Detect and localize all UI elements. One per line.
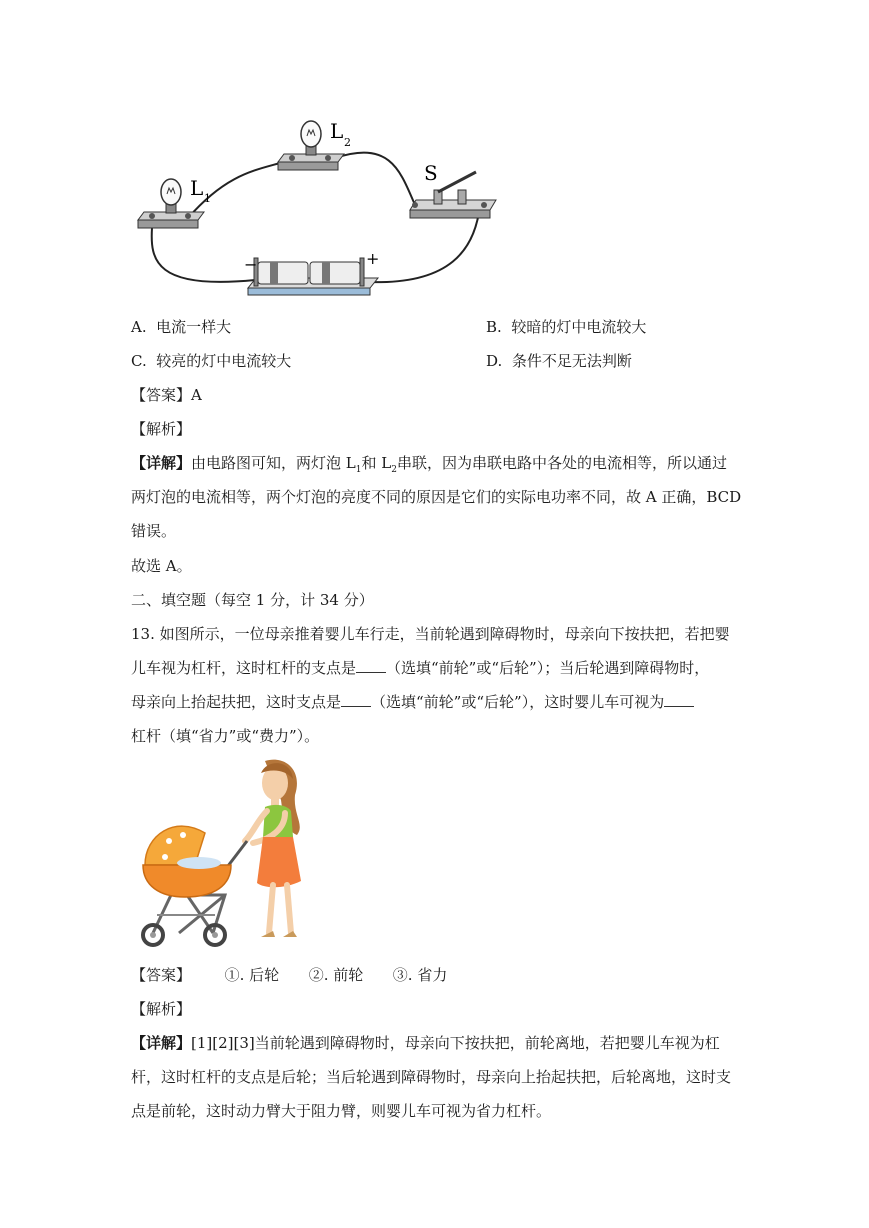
label-l1: L [190,176,204,200]
q13-detail-line-3: 点是前轮，这时动力臂大于阻力臂，则婴儿车可视为省力杠杆。 [131,1102,552,1120]
q13-line-3: 母亲向上抬起扶把，这时支点是 （选填“前轮”或“后轮”），这时婴儿车可视为 [131,692,694,712]
blank-2 [341,692,371,707]
circuit-diagram [130,110,500,305]
q13-line-2: 儿车视为杠杆，这时杠杆的支点是 （选填“前轮”或“后轮”）；当后轮遇到障碍物时， [131,659,710,677]
lamp-l1 [138,176,211,228]
label-l1-sub: 1 [204,192,211,205]
switch-s [410,161,496,218]
q13-line-1: 13. 如图所示，一位母亲推着婴儿车行走，当前轮遇到障碍物时，母亲向下按扶把，若把婴 [131,625,730,643]
q12-answer: 【答案】A [131,386,202,404]
label-switch: S [424,161,438,185]
answer-2: ②. 前轮 [308,966,364,984]
lamp-l2 [278,119,351,170]
label-minus: − [244,255,258,274]
q12-conclusion: 故选 A。 [131,557,192,575]
option-d: D. 条件不足无法判断 [486,352,632,370]
label-l2: L [330,119,344,143]
q12-detail-line-1: 【详解】由电路图可知，两灯泡 $L_1$和 $L_2$串联，因为串联电路中各处的电流相等，所以通过 [131,454,727,475]
option-b: B. 较暗的灯中电流较大 [486,318,647,336]
section-title: 二、填空题（每空 1 分，计 34 分） [131,591,374,609]
blank-1 [356,658,386,673]
q12-analysis-tag: 【解析】 [131,420,192,438]
label-l2-sub: 2 [344,136,351,149]
q13-answer: 【答案】 ①. 后轮 ②. 前轮 ③. 省力 [131,966,448,984]
q13-detail-line-1: 【详解】[1][2][3]当前轮遇到障碍物时，母亲向下按扶把，前轮离地，若把婴儿车视为杠 [131,1034,720,1052]
option-a: A. 电流一样大 [131,318,232,336]
q13-line-4: 杠杆（填“省力”或“费力”）。 [131,727,320,745]
blank-3 [664,692,694,707]
q13-analysis-tag: 【解析】 [131,1000,192,1018]
battery-holder [244,249,379,295]
mother-stroller-illustration [135,755,315,950]
q13-detail-line-2: 杆，这时杠杆的支点是后轮；当后轮遇到障碍物时，母亲向上抬起扶把，后轮离地，这时支 [131,1068,732,1086]
option-c: C. 较亮的灯中电流较大 [131,352,292,370]
q12-detail-line-2: 两灯泡的电流相等，两个灯泡的亮度不同的原因是它们的实际电功率不同，故 A 正确，BCD [131,488,742,506]
q12-detail-line-3: 错误。 [131,522,177,540]
label-plus: + [366,249,380,268]
answer-1: ①. 后轮 [224,966,280,984]
answer-3: ③. 省力 [392,966,448,984]
